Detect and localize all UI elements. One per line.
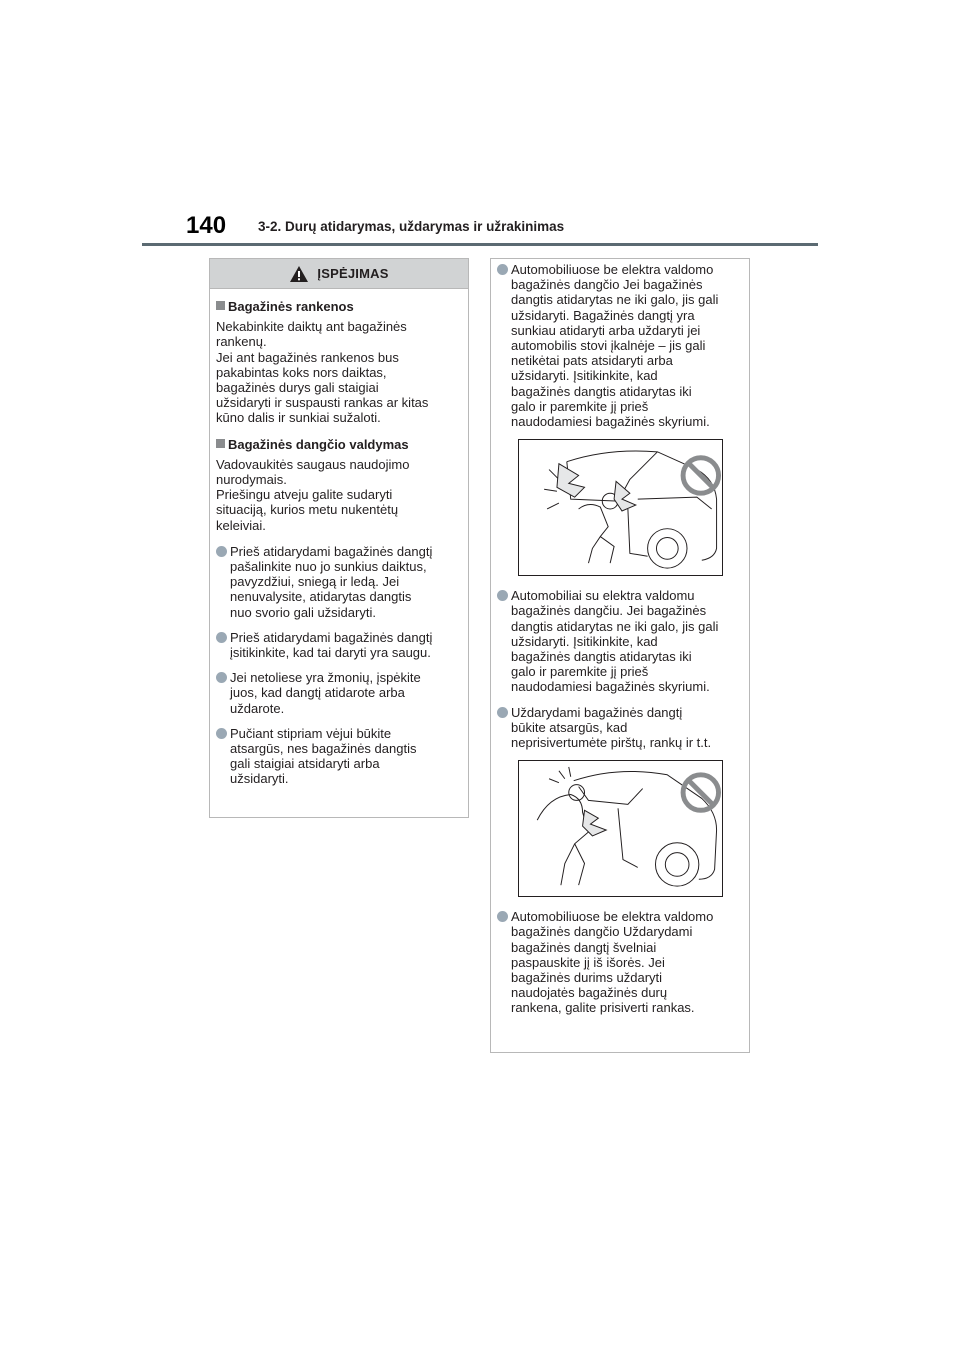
paragraph-operation: Vadovaukitės saugaus naudojimo nurodymais. Priešingu atveju galite sudaryti situaciją, kurios metu nukentėtų keleiviai. [216, 456, 410, 533]
bullet-dot-icon [216, 728, 227, 739]
illustration-tailgate-closing [518, 760, 723, 897]
tailgate-closing-drawing [519, 761, 722, 896]
illustration-tailgate-opening [518, 439, 723, 576]
page-number: 140 [186, 212, 227, 239]
warning-triangle-icon [289, 265, 309, 283]
list-item: Uždarydami bagažinės dangtį būkite atsargūs, kad neprisivertumėte pirštų, rankų ir t.t. [497, 705, 743, 751]
subheading-handles: Bagažinės rankenos [216, 299, 462, 314]
list-item: Automobiliuose be elektra valdomo bagažinės dangčio Jei bagažinės dangtis atidarytas ne iki galo, jis gali užsidaryti. Bagažinės dangtį yra sunkiau atidaryti arba uždaryti jei automobilis stovi įkalnėje – jis gali netikėtai pats atsidaryti arba užsidaryti. Įsitikinkite, kad bagažinės dangtis atidarytas iki galo ir paremkite jį prieš naudodamiesi bagažinės skyriumi. [497, 262, 743, 429]
list-item: Automobiliai su elektra valdomu bagažinės dangčiu. Jei bagažinės dangtis atidarytas ne iki galo, jis gali užsidaryti. Įsitikinkite, kad bagažinės dangtis atidarytas iki galo ir paremkite jį prieš naudodamiesi bagažinės skyriumi. [497, 588, 743, 694]
prohibition-icon [683, 775, 718, 810]
bullet-dot-icon [497, 707, 508, 718]
list-item: Jei netoliese yra žmonių, įspėkite juos, kad dangtį atidarote arba uždarote. [216, 670, 462, 716]
subheading-operation: Bagažinės dangčio valdymas [216, 437, 462, 452]
warning-body [210, 289, 468, 787]
warning-panel [209, 258, 469, 818]
square-bullet-icon [216, 439, 225, 448]
warning-header [210, 259, 468, 289]
bullet-dot-icon [216, 632, 227, 643]
list-item: Automobiliuose be elektra valdomo bagažinės dangčio Uždarydami bagažinės dangtį švelniai paspauskite jį iš išorės. Jei bagažinės durims uždaryti naudojatės bagažinės durų rankena, galite prisiverti rankas. [497, 909, 743, 1015]
bullet-dot-icon [216, 672, 227, 683]
list-item: Prieš atidarydami bagažinės dangtį įsitikinkite, kad tai daryti yra saugu. [216, 630, 462, 660]
paragraph-handles: Nekabinkite daiktų ant bagažinės rankenų. Jei ant bagažinės rankenos bus pakabintas koks nors daiktas, bagažinės durys gali staigiai užsidaryti ir suspausti rankas ar kitas kūno dalis ir sunkiai sužaloti. [216, 319, 429, 426]
header-rule [142, 243, 818, 246]
square-bullet-icon [216, 301, 225, 310]
bullet-dot-icon [497, 911, 508, 922]
continuation-body [491, 259, 749, 1016]
warning-continuation-panel [490, 258, 750, 1053]
bullet-dot-icon [497, 590, 508, 601]
bullet-dot-icon [216, 546, 227, 557]
section-title: 3-2. Durų atidarymas, uždarymas ir užrakinimas [258, 219, 565, 234]
list-item: Pučiant stipriam vėjui būkite atsargūs, nes bagažinės dangtis gali staigiai atsidaryti arba užsidaryti. [216, 726, 462, 787]
list-item: Prieš atidarydami bagažinės dangtį pašalinkite nuo jo sunkius daiktus, pavyzdžiui, sniegą ir ledą. Jei nenuvalysite, atidarytas dangtis nuo svorio gali užsidaryti. [216, 544, 462, 620]
bullet-dot-icon [497, 264, 508, 275]
prohibition-icon [683, 458, 718, 493]
warning-title: ĮSPĖJIMAS [317, 266, 389, 281]
tailgate-opening-drawing [519, 440, 722, 575]
